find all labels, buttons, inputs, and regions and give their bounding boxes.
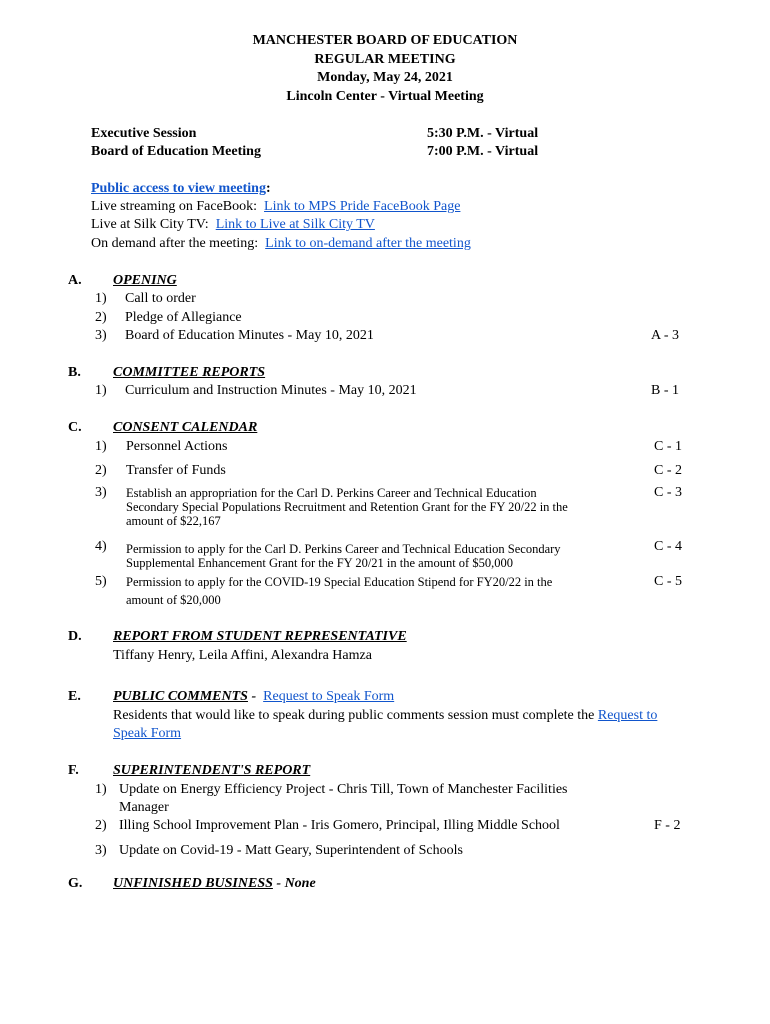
section-f-title: SUPERINTENDENT'S REPORT — [113, 763, 311, 778]
section-b-item-num: 1) — [95, 383, 107, 398]
on-demand-link[interactable]: Link to on-demand after the meeting — [265, 236, 471, 251]
section-c-item-line: Permission to apply for the COVID-19 Special Education Stipend for FY20/22 in the — [126, 575, 553, 589]
meeting-type: REGULAR MEETING — [314, 52, 456, 67]
section-f-letter: F. — [68, 763, 79, 778]
section-c-item-num: 3) — [95, 485, 107, 500]
section-e-text: Residents that would like to speak during public comments session must complete the — [113, 708, 595, 723]
section-c-item-ref: C - 2 — [654, 463, 682, 478]
section-e-heading — [113, 688, 394, 706]
request-to-speak-link[interactable]: Request to Speak Form — [263, 689, 395, 704]
section-d-letter: D. — [68, 629, 82, 644]
section-c-item-line: amount of $20,000 — [126, 593, 221, 607]
section-a-item-text: Call to order — [125, 291, 196, 306]
section-a-letter: A. — [68, 273, 82, 288]
section-c-item-num: 1) — [95, 439, 107, 454]
facebook-line — [91, 198, 460, 216]
section-f-item-text: Illing School Improvement Plan - Iris Gomero, Principal, Illing Middle School — [119, 818, 560, 833]
section-a-item-num: 2) — [95, 310, 107, 325]
section-a-item-text: Pledge of Allegiance — [125, 310, 242, 325]
silk-city-label: Live at Silk City TV: — [91, 217, 209, 232]
section-c-letter: C. — [68, 420, 82, 435]
section-c-title: CONSENT CALENDAR — [113, 420, 258, 435]
student-representatives: Tiffany Henry, Leila Affini, Alexandra Hamza — [113, 648, 372, 663]
section-f-item-line: Manager — [119, 800, 169, 815]
section-g-letter: G. — [68, 876, 83, 891]
silk-city-link[interactable]: Link to Live at Silk City TV — [215, 217, 375, 232]
section-a-item-text: Board of Education Minutes - May 10, 2021 — [125, 328, 374, 343]
public-access-link[interactable]: Public access to view meeting — [91, 181, 266, 196]
section-e-dash: - — [247, 689, 257, 704]
section-c-item-line: Establish an appropriation for the Carl D. Perkins Career and Technical Education — [126, 486, 537, 500]
facebook-label: Live streaming on FaceBook: — [91, 199, 258, 214]
section-e-text-line — [113, 707, 657, 725]
section-a-item-num: 3) — [95, 328, 107, 343]
section-c-item-ref: C - 4 — [654, 539, 682, 554]
section-g-suffix: - None — [272, 876, 316, 891]
facebook-link[interactable]: Link to MPS Pride FaceBook Page — [264, 199, 461, 214]
section-b-item-ref: B - 1 — [651, 383, 679, 398]
section-f-item-num: 3) — [95, 843, 107, 858]
section-b-letter: B. — [68, 365, 81, 380]
schedule-time-board: 7:00 P.M. - Virtual — [427, 144, 539, 159]
section-c-item-text: Personnel Actions — [126, 439, 228, 454]
schedule-time-executive: 5:30 P.M. - Virtual — [427, 126, 539, 141]
section-b-title: COMMITTEE REPORTS — [113, 365, 266, 380]
on-demand-line — [91, 235, 471, 253]
section-c-item-num: 5) — [95, 574, 107, 589]
section-c-item-line: amount of $22,167 — [126, 514, 221, 528]
section-d-title: REPORT FROM STUDENT REPRESENTATIVE — [113, 629, 407, 644]
doc-title: MANCHESTER BOARD OF EDUCATION — [252, 33, 518, 48]
section-c-item-text: Transfer of Funds — [126, 463, 226, 478]
section-f-item-num: 1) — [95, 782, 107, 797]
section-f-item-ref: F - 2 — [654, 818, 681, 833]
section-g-title: UNFINISHED BUSINESS — [113, 876, 273, 891]
public-access-colon: : — [265, 181, 271, 196]
section-c-item-num: 4) — [95, 539, 107, 554]
section-b-item-text: Curriculum and Instruction Minutes - May 10, 2021 — [125, 383, 417, 398]
section-a-title: OPENING — [113, 273, 177, 288]
section-c-item-num: 2) — [95, 463, 107, 478]
schedule-label-board: Board of Education Meeting — [91, 144, 261, 159]
schedule-label-executive: Executive Session — [91, 126, 197, 141]
section-e-letter: E. — [68, 689, 81, 704]
section-c-item-line: Secondary Special Populations Recruitment and Retention Grant for the FY 20/22 in the — [126, 500, 568, 514]
request-to-speak-inline-link[interactable]: Request to — [597, 708, 658, 723]
meeting-location: Lincoln Center - Virtual Meeting — [286, 89, 484, 104]
public-access-heading — [91, 180, 271, 198]
section-c-item-line: Permission to apply for the Carl D. Perkins Career and Technical Education Secondary — [126, 542, 561, 556]
section-c-item-ref: C - 5 — [654, 574, 682, 589]
silk-city-line — [91, 216, 375, 234]
section-a-item-ref: A - 3 — [651, 328, 679, 343]
section-f-item-num: 2) — [95, 818, 107, 833]
section-e-title: PUBLIC COMMENTS — [113, 689, 248, 704]
section-c-item-ref: C - 3 — [654, 485, 682, 500]
meeting-date: Monday, May 24, 2021 — [317, 70, 453, 85]
section-a-item-num: 1) — [95, 291, 107, 306]
section-g-heading — [113, 875, 316, 893]
section-f-item-line: Update on Energy Efficiency Project - Chris Till, Town of Manchester Facilities — [119, 782, 568, 797]
request-to-speak-inline-link-cont[interactable]: Speak Form — [113, 726, 182, 741]
section-c-item-line: Supplemental Enhancement Grant for the FY 20/21 in the amount of $50,000 — [126, 556, 513, 570]
section-f-item-text: Update on Covid-19 - Matt Geary, Superintendent of Schools — [119, 843, 463, 858]
section-c-item-ref: C - 1 — [654, 439, 682, 454]
on-demand-label: On demand after the meeting: — [91, 236, 259, 251]
